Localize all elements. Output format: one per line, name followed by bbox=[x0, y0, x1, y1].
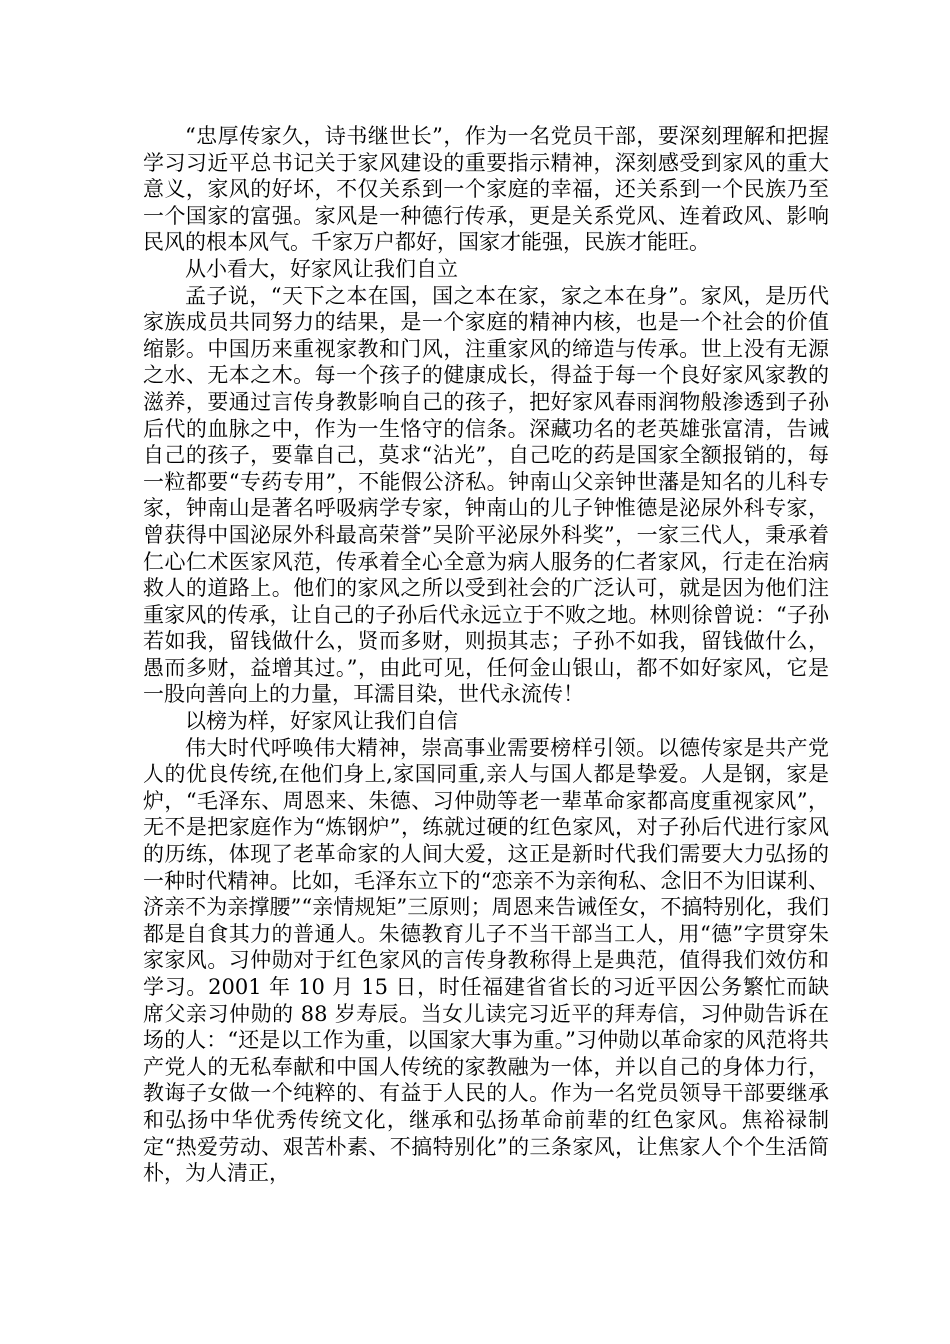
self-reliance-paragraph: 孟子说，“天下之本在国，国之本在家，家之本在身”。家风，是历代家族成员共同努力的结果，是一个家庭的精神内核，也是一个社会的价值缩影。中国历来重视家教和门风，注重家风的缔造与传承。世上没有无源之水、无本之木。每一个孩子的健康成长，得益于每一个良好家风家教的滋养，要通过言传身教影响自己的孩子，把好家风春雨润物般渗透到子孙后代的血脉之中，作为一生恪守的信条。深藏功名的老英雄张富清，告诫自己的孩子，要靠自己，莫求“沾光”，自己吃的药是国家全额报销的，每一粒都要“专药专用”，不能假公济私。钟南山父亲钟世藩是知名的儿科专家，钟南山是著名呼吸病学专家，钟南山的儿子钟惟德是泌尿外科专家，曾获得中国泌尿外科最高荣誉”吴阶平泌尿外科奖”，一家三代人，秉承着仁心仁术医家风范，传承着全心全意为病人服务的仁者家风，行走在治病救人的道路上。他们的家风之所以受到社会的广泛认可，就是因为他们注重家风的传承，让自己的子孙后代永远立于不败之地。林则徐曾说：“子孙若如我，留钱做什么，贤而多财，则损其志；子孙不如我，留钱做什么，愚而多财，益增其过。”，由此可见，任何金山银山，都不如好家风，它是一股向善向上的力量，耳濡目染，世代永流传！ bbox=[143, 283, 829, 707]
intro-paragraph: “忠厚传家久，诗书继世长”，作为一名党员干部，要深刻理解和把握学习习近平总书记关于家风建设的重要指示精神，深刻感受到家风的重大意义，家风的好坏，不仅关系到一个家庭的幸福，还关系到一个民族乃至一个国家的富强。家风是一种德行传承，更是关系党风、连着政风、影响民风的根本风气。千家万户都好，国家才能强，民族才能旺。 bbox=[143, 124, 829, 255]
document-body bbox=[143, 123, 829, 1187]
section-heading-confidence: 以榜为样，好家风让我们自信 bbox=[185, 709, 458, 734]
section-heading-self-reliance: 从小看大，好家风让我们自立 bbox=[185, 256, 458, 281]
confidence-paragraph: 伟大时代呼唤伟大精神，崇高事业需要榜样引领。以德传家是共产党人的优良传统,在他们身上,家国同重,亲人与国人都是挚爱。人是钢，家是炉，“毛泽东、周恩来、朱德、习仲勋等老一辈革命家都高度重视家风”，无不是把家庭作为“炼钢炉”，练就过硬的红色家风，对子孙后代进行家风的历练，体现了老革命家的人间大爱，这正是新时代我们需要大力弘扬的一种时代精神。比如，毛泽东立下的“恋亲不为亲徇私、念旧不为旧谋利、济亲不为亲撑腰”“亲情规矩”三原则；周恩来告诫侄女，不搞特别化，我们都是自食其力的普通人。朱德教育儿子不当干部当工人，用“德”字贯穿朱家家风。习仲勋对于红色家风的言传身教称得上是典范，值得我们效仿和学习。2001 年 10 月 15 日，时任福建省省长的习近平因公务繁忙而缺席父亲习仲勋的 88 岁寿辰。当女儿读完习近平的拜寿信，习仲勋告诉在场的人：“还是以工作为重，以国家大事为重。”习仲勋以革命家的风范将共产党人的无私奉献和中国人传统的家教融为一体，并以自己的身体力行，教诲子女做一个纯粹的、有益于人民的人。作为一名党员领导干部要继承和弘扬中华优秀传统文化，继承和弘扬革命前辈的红色家风。焦裕禄制定“热爱劳动、艰苦朴素、不搞特别化”的三条家风，让焦家人个个生活简朴，为人清正， bbox=[143, 735, 829, 1186]
